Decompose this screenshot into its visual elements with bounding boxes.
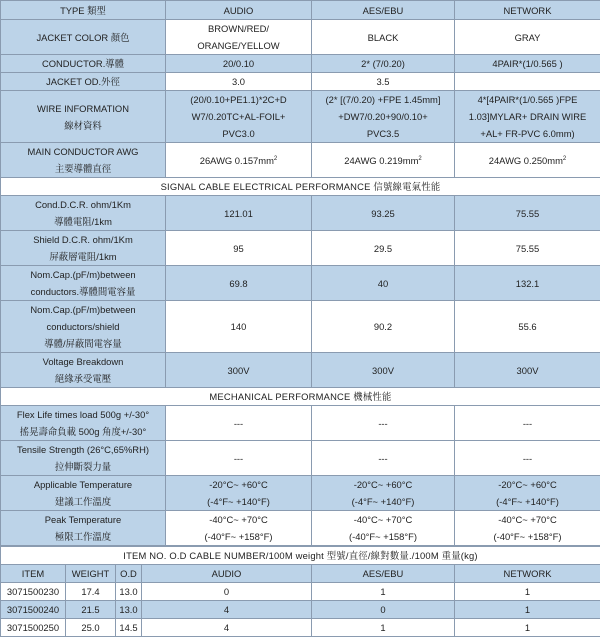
type-header: TYPE 類型	[1, 1, 166, 20]
electrical-label-text: Nom.Cap.(pF/m)between	[3, 266, 163, 283]
spec-network-cell	[455, 20, 600, 55]
spec-network-cell	[455, 91, 600, 143]
item-header-weight: WEIGHT	[66, 565, 116, 583]
electrical-label-text: Shield D.C.R. ohm/1Km	[3, 231, 163, 248]
electrical-network-value: 75.55	[455, 196, 600, 231]
spec-network-text: 24AWG 0.250mm	[489, 155, 563, 166]
spec-aes-cell	[312, 20, 455, 55]
electrical-label-text: 屏蔽層電阻/1km	[3, 248, 163, 265]
mechanical-audio-text: -40°C~ +70°C	[168, 511, 309, 528]
column-header-row	[1, 1, 600, 20]
mechanical-row	[1, 441, 600, 476]
mechanical-network-text: -40°C~ +70°C	[457, 511, 598, 528]
mechanical-network-cell	[455, 476, 600, 511]
electrical-network-value: 55.6	[455, 301, 600, 353]
spec-row	[1, 73, 600, 91]
spec-label-text: MAIN CONDUCTOR AWG	[3, 143, 163, 160]
mechanical-aes-text: (-4°F~ +140°F)	[314, 493, 452, 510]
item-cell: 3071500240	[1, 601, 66, 619]
spec-audio-text: (20/0.10+PE1.1)*2C+D	[168, 91, 309, 108]
spec-network-text: 4*[4PAIR*(1/0.565 )FPE	[457, 91, 598, 108]
electrical-audio-value: 121.01	[166, 196, 312, 231]
spec-label-cell	[1, 55, 166, 73]
item-cell: 4	[142, 601, 312, 619]
item-header-row	[1, 565, 600, 583]
spec-label-cell	[1, 73, 166, 91]
spec-label-text: 線材資料	[3, 117, 163, 134]
mechanical-label-cell	[1, 441, 166, 476]
mechanical-aes-cell	[312, 406, 455, 441]
aes-ebu-header: AES/EBU	[312, 1, 455, 20]
electrical-label-text: conductors.導體間電容量	[3, 283, 163, 300]
mechanical-label-text: 建議工作溫度	[3, 493, 163, 510]
item-header-network: NETWORK	[455, 565, 600, 583]
electrical-aes-value: 40	[312, 266, 455, 301]
electrical-label-text: conductors/shield	[3, 318, 163, 335]
mechanical-aes-text: ---	[314, 450, 452, 467]
item-cell: 25.0	[66, 619, 116, 637]
spec-aes-cell	[312, 91, 455, 143]
mechanical-label-text: 搖晃壽命負載 500g 角度+/-30°	[3, 423, 163, 440]
mechanical-network-cell	[455, 441, 600, 476]
item-cell: 3071500230	[1, 583, 66, 601]
mechanical-network-text: (-40°F~ +158°F)	[457, 528, 598, 545]
spec-network-text: 1.03]MYLAR+ DRAIN WIRE	[457, 108, 598, 125]
spec-audio-text: ORANGE/YELLOW	[168, 37, 309, 54]
mechanical-label-text: Flex Life times load 500g +/-30°	[3, 406, 163, 423]
item-row	[1, 619, 600, 637]
mechanical-label-text: 拉伸斷裂力量	[3, 458, 163, 475]
electrical-audio-value: 95	[166, 231, 312, 266]
spec-audio-cell	[166, 143, 312, 178]
item-cell: 1	[455, 601, 600, 619]
electrical-label-cell	[1, 266, 166, 301]
mechanical-audio-cell	[166, 441, 312, 476]
spec-audio-text: BROWN/RED/	[168, 20, 309, 37]
spec-audio-text: 26AWG 0.157mm	[200, 155, 274, 166]
item-header-audio: AUDIO	[142, 565, 312, 583]
spec-row	[1, 20, 600, 55]
mechanical-aes-cell	[312, 476, 455, 511]
electrical-label-cell	[1, 301, 166, 353]
mechanical-aes-text: ---	[314, 415, 452, 432]
mechanical-label-cell	[1, 511, 166, 546]
item-row	[1, 601, 600, 619]
item-cell: 3071500250	[1, 619, 66, 637]
spec-row	[1, 91, 600, 143]
item-cell: 17.4	[66, 583, 116, 601]
spec-network-cell	[455, 143, 600, 178]
electrical-aes-value: 93.25	[312, 196, 455, 231]
item-cell: 1	[455, 619, 600, 637]
spec-aes-text: 2* (7/0.20)	[314, 55, 452, 72]
mechanical-network-text: -20°C~ +60°C	[457, 476, 598, 493]
electrical-network-value: 300V	[455, 353, 600, 388]
electrical-aes-value: 90.2	[312, 301, 455, 353]
mechanical-audio-text: (-4°F~ +140°F)	[168, 493, 309, 510]
item-cell: 13.0	[116, 601, 142, 619]
mechanical-label-cell	[1, 406, 166, 441]
electrical-section	[1, 178, 600, 196]
mechanical-aes-text: -20°C~ +60°C	[314, 476, 452, 493]
electrical-label-cell	[1, 353, 166, 388]
electrical-audio-value: 140	[166, 301, 312, 353]
electrical-label-text: 導體/屏蔽間電容量	[3, 335, 163, 352]
electrical-network-value: 132.1	[455, 266, 600, 301]
mechanical-network-text: ---	[457, 450, 598, 467]
electrical-label-cell	[1, 196, 166, 231]
electrical-section-title: SIGNAL CABLE ELECTRICAL PERFORMANCE 信號線電氣性能	[1, 178, 600, 196]
spec-network-text: 4PAIR*(1/0.565 )	[457, 55, 598, 72]
electrical-network-value: 75.55	[455, 231, 600, 266]
spec-aes-text: +DW7/0.20+90/0.10+	[314, 108, 452, 125]
spec-label-cell	[1, 143, 166, 178]
spec-network-cell	[455, 73, 600, 91]
spec-label-cell	[1, 20, 166, 55]
spec-aes-cell	[312, 143, 455, 178]
mechanical-audio-text: -20°C~ +60°C	[168, 476, 309, 493]
mechanical-label-text: Applicable Temperature	[3, 476, 163, 493]
mechanical-audio-text: (-40°F~ +158°F)	[168, 528, 309, 545]
spec-row	[1, 55, 600, 73]
mechanical-aes-cell	[312, 511, 455, 546]
mechanical-network-text: ---	[457, 415, 598, 432]
spec-network-text: +AL+ FR-PVC 6.0mm)	[457, 125, 598, 142]
mechanical-row	[1, 476, 600, 511]
item-cell: 0	[142, 583, 312, 601]
spec-aes-cell	[312, 55, 455, 73]
electrical-row	[1, 266, 600, 301]
item-section-title: ITEM NO. O.D CABLE NUMBER/100M weight 型號/直徑/線對數量./100M 重量(kg)	[1, 547, 600, 565]
electrical-aes-value: 29.5	[312, 231, 455, 266]
item-cell: 0	[312, 601, 455, 619]
item-section	[1, 547, 600, 565]
spec-aes-text: 3.5	[314, 73, 452, 90]
squared-superscript: 2	[563, 155, 566, 161]
spec-audio-cell	[166, 91, 312, 143]
mechanical-network-text: (-4°F~ +140°F)	[457, 493, 598, 510]
squared-superscript: 2	[418, 155, 421, 161]
spec-network-cell	[455, 55, 600, 73]
spec-aes-text: PVC3.5	[314, 125, 452, 142]
spec-audio-text: 3.0	[168, 73, 309, 90]
spec-audio-cell	[166, 20, 312, 55]
electrical-audio-value: 300V	[166, 353, 312, 388]
spec-label-text: CONDUCTOR.導體	[3, 55, 163, 72]
electrical-label-cell	[1, 231, 166, 266]
electrical-row	[1, 301, 600, 353]
item-cell: 21.5	[66, 601, 116, 619]
spec-label-text: JACKET OD.外徑	[3, 73, 163, 90]
mechanical-label-text: Peak Temperature	[3, 511, 163, 528]
electrical-label-text: Voltage Breakdown	[3, 353, 163, 370]
spec-audio-cell	[166, 73, 312, 91]
spec-aes-text: (2* [(7/0.20) +FPE 1.45mm]	[314, 91, 452, 108]
electrical-label-text: Nom.Cap.(pF/m)between	[3, 301, 163, 318]
item-cell: 4	[142, 619, 312, 637]
spec-network-text: GRAY	[457, 29, 598, 46]
electrical-label-text: 絕緣承受電壓	[3, 370, 163, 387]
item-row	[1, 583, 600, 601]
item-cell: 1	[312, 583, 455, 601]
spec-row	[1, 143, 600, 178]
electrical-row	[1, 353, 600, 388]
electrical-row	[1, 231, 600, 266]
mechanical-network-cell	[455, 511, 600, 546]
network-header: NETWORK	[455, 1, 600, 20]
mechanical-network-cell	[455, 406, 600, 441]
mechanical-row	[1, 406, 600, 441]
spec-label-text: 主要導體直徑	[3, 160, 163, 177]
electrical-audio-value: 69.8	[166, 266, 312, 301]
squared-superscript: 2	[274, 155, 277, 161]
mechanical-aes-text: -40°C~ +70°C	[314, 511, 452, 528]
item-header-od: O.D	[116, 565, 142, 583]
mechanical-aes-cell	[312, 441, 455, 476]
mechanical-audio-cell	[166, 406, 312, 441]
spec-audio-text: 20/0.10	[168, 55, 309, 72]
spec-aes-cell	[312, 73, 455, 91]
spec-label-cell	[1, 91, 166, 143]
spec-audio-cell	[166, 55, 312, 73]
spec-label-text: JACKET COLOR 顏色	[3, 29, 163, 46]
mechanical-audio-cell	[166, 511, 312, 546]
mechanical-label-text: Tensile Strength (26°C,65%RH)	[3, 441, 163, 458]
spec-audio-text: W7/0.20TC+AL-FOIL+	[168, 108, 309, 125]
mechanical-label-text: 極限工作溫度	[3, 528, 163, 545]
audio-header: AUDIO	[166, 1, 312, 20]
mechanical-aes-text: (-40°F~ +158°F)	[314, 528, 452, 545]
spec-audio-text: PVC3.0	[168, 125, 309, 142]
item-cell: 14.5	[116, 619, 142, 637]
spec-label-text: WIRE INFORMATION	[3, 100, 163, 117]
item-cell: 13.0	[116, 583, 142, 601]
item-header-item: ITEM	[1, 565, 66, 583]
mechanical-label-cell	[1, 476, 166, 511]
mechanical-section-title: MECHANICAL PERFORMANCE 機械性能	[1, 388, 600, 406]
mechanical-audio-text: ---	[168, 415, 309, 432]
item-cell: 1	[312, 619, 455, 637]
electrical-label-text: 導體電阻/1km	[3, 213, 163, 230]
spec-aes-text: BLACK	[314, 29, 452, 46]
electrical-label-text: Cond.D.C.R. ohm/1Km	[3, 196, 163, 213]
mechanical-section	[1, 388, 600, 406]
item-table	[0, 546, 600, 637]
mechanical-row	[1, 511, 600, 546]
item-header-aesebu: AES/EBU	[312, 565, 455, 583]
spec-aes-text: 24AWG 0.219mm	[344, 155, 418, 166]
electrical-aes-value: 300V	[312, 353, 455, 388]
mechanical-audio-text: ---	[168, 450, 309, 467]
mechanical-audio-cell	[166, 476, 312, 511]
electrical-row	[1, 196, 600, 231]
item-cell: 1	[455, 583, 600, 601]
